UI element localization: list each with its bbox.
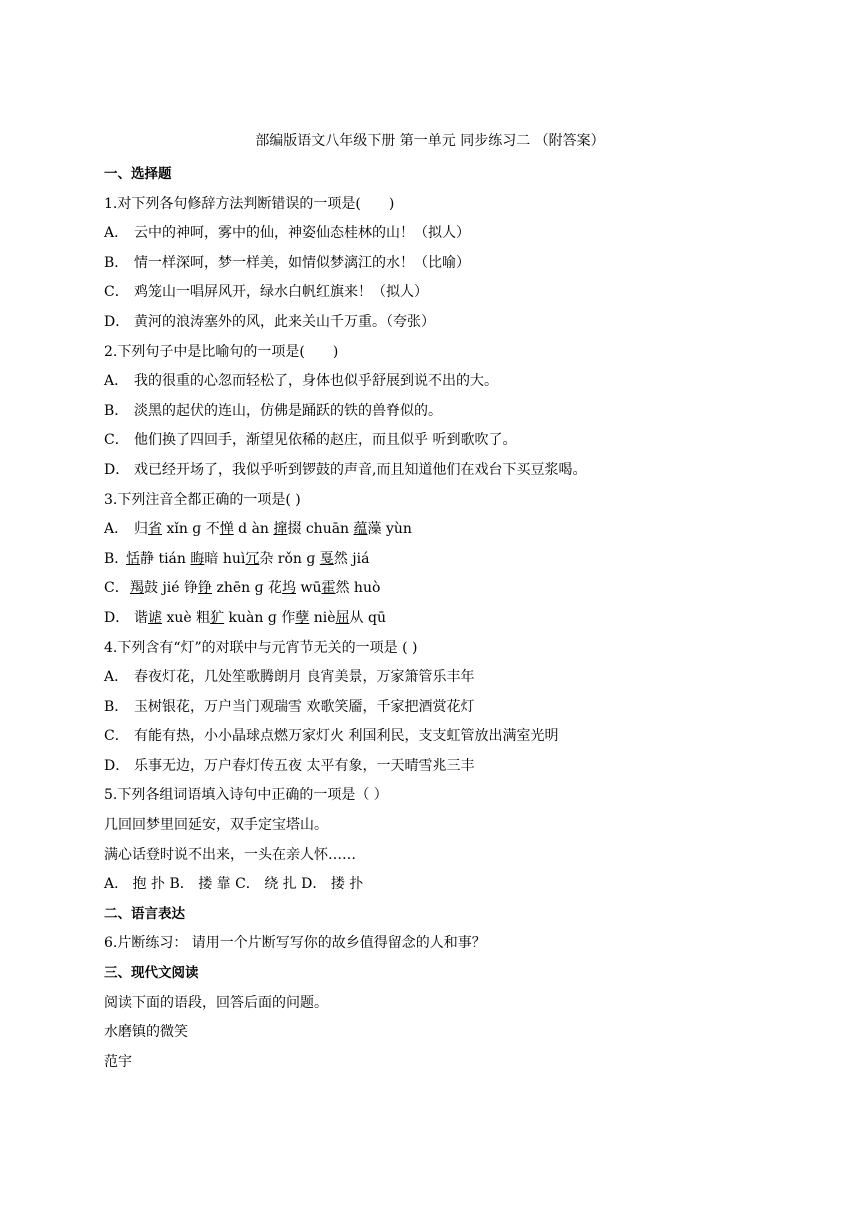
question-2-option-c bbox=[104, 426, 784, 456]
option-text: 鸡笼山一唱屏风开，绿水白帆红旗来！（拟人） bbox=[134, 284, 428, 301]
question-3-option-b bbox=[104, 545, 784, 575]
option-label: A． bbox=[104, 373, 129, 390]
option-text: 云中的神呵，雾中的仙，神姿仙态桂林的山！（拟人） bbox=[134, 225, 470, 242]
document-body bbox=[104, 160, 784, 1077]
document-title: 部编版语文八年级下册 第一单元 同步练习二 （附答案） bbox=[255, 133, 605, 149]
underlined-char: 蕴 bbox=[353, 521, 368, 538]
section-heading-choice: 一、选择题 bbox=[104, 166, 172, 182]
question-2-option-d bbox=[104, 456, 784, 486]
essay-title: 水磨镇的微笑 bbox=[104, 1024, 188, 1041]
question-4-option-d bbox=[104, 752, 784, 782]
underlined-char: 晦 bbox=[190, 550, 205, 567]
question-1-stem: 1.对下列各句修辞方法判断错误的一项是( ) bbox=[104, 195, 395, 212]
underlined-char: 孽 bbox=[295, 609, 310, 626]
underlined-char: 谑 bbox=[148, 609, 162, 626]
question-2-stem: 2.下列句子中是比喻句的一项是( ) bbox=[104, 343, 339, 360]
option-label: B． bbox=[104, 550, 129, 567]
option-label: B． bbox=[104, 698, 129, 715]
underlined-char: 冗 bbox=[245, 550, 260, 567]
option-text: 他们换了四回手，渐望见依稀的赵庄，而且似乎 听到歌吹了。 bbox=[134, 432, 517, 449]
underlined-char: 戛 bbox=[319, 550, 334, 567]
underlined-char: 撺 bbox=[273, 521, 288, 538]
option-text: 玉树银花，万户当门观瑞雪 欢歌笑靥，千家把酒赏花灯 bbox=[134, 698, 475, 715]
option-text: 黄河的浪涛塞外的风，此来关山千万重。（夸张） bbox=[134, 313, 435, 330]
option-text: 恬静 tián 晦暗 huì冗杂 rǒn ɡ 戛然 jiá bbox=[126, 550, 370, 567]
reading-intro: 阅读下面的语段，回答后面的问题。 bbox=[104, 994, 328, 1011]
essay-author: 范宇 bbox=[104, 1053, 132, 1070]
option-text: 羯鼓 jié 铮铮 zhēn ɡ 花坞 wū霍然 huò bbox=[130, 580, 381, 597]
underlined-char: 省 bbox=[148, 521, 162, 538]
option-text: 淡黑的起伏的连山，仿佛是踊跃的铁的兽脊似的。 bbox=[134, 402, 442, 419]
question-5-poem-line-1: 几回回梦里回延安，双手定宝塔山。 bbox=[104, 817, 328, 834]
question-5-options: A． 抱 扑 B． 搂 靠 C． 绕 扎 D． 搂 扑 bbox=[104, 876, 364, 893]
option-label: D． bbox=[104, 461, 130, 478]
question-3-stem: 3.下列注音全都正确的一项是( ) bbox=[104, 491, 301, 508]
underlined-char: 恬 bbox=[126, 550, 140, 567]
option-text: 戏已经开场了，我似乎听到锣鼓的声音,而且知道他们在戏台下买豆浆喝。 bbox=[134, 461, 587, 478]
question-4-stem: 4.下列含有“灯”的对联中与元宵节无关的一项是 ( ) bbox=[104, 639, 418, 656]
option-label: C． bbox=[104, 284, 129, 301]
option-label: C． bbox=[104, 728, 129, 745]
option-label: C． bbox=[104, 432, 129, 449]
question-1-option-a bbox=[104, 219, 784, 249]
question-2-option-b bbox=[104, 397, 784, 427]
option-text: 我的很重的心忽而轻松了，身体也似乎舒展到说不出的大。 bbox=[134, 373, 498, 390]
underlined-char: 屈 bbox=[335, 609, 350, 626]
option-label: D． bbox=[104, 609, 130, 626]
option-text: 归省 xǐn ɡ 不惮 d àn 撺掇 chuān 蕴藻 yùn bbox=[134, 521, 412, 538]
option-text: 春夜灯花，几处笙歌腾朗月 良宵美景，万家箫管乐丰年 bbox=[134, 669, 475, 686]
question-5-poem-line-2: 满心话登时说不出来，一头在亲人怀…… bbox=[104, 846, 356, 863]
question-2-option-a bbox=[104, 367, 784, 397]
question-1-option-b bbox=[104, 249, 784, 279]
question-3-option-d bbox=[104, 604, 784, 634]
option-label: D． bbox=[104, 313, 130, 330]
underlined-char: 坞 bbox=[282, 580, 297, 597]
question-6-stem: 6.片断练习： 请用一个片断写写你的故乡值得留念的人和事？ bbox=[104, 935, 486, 952]
section-heading-reading: 三、现代文阅读 bbox=[104, 965, 199, 982]
section-heading-expression: 二、语言表达 bbox=[104, 905, 185, 922]
option-label: B． bbox=[104, 254, 129, 271]
question-4-option-b bbox=[104, 693, 784, 723]
option-text: 乐事无边，万户春灯传五夜 太平有象，一天晴雪兆三丰 bbox=[134, 757, 475, 774]
question-4-option-a bbox=[104, 663, 784, 693]
question-3-option-c bbox=[104, 574, 784, 604]
question-1-option-d bbox=[104, 308, 784, 338]
option-label: D． bbox=[104, 757, 130, 774]
question-3-option-a bbox=[104, 515, 784, 545]
underlined-char: 犷 bbox=[210, 609, 225, 626]
option-label: A． bbox=[104, 669, 129, 686]
question-5-stem: 5.下列各组词语填入诗句中正确的一项是（ ） bbox=[104, 787, 388, 804]
underlined-char: 羯 bbox=[130, 580, 144, 597]
option-label: B． bbox=[104, 402, 129, 419]
option-text: 谐谑 xuè 粗犷 kuàn ɡ 作孽 niè屈从 qū bbox=[134, 609, 386, 626]
question-1-option-c bbox=[104, 278, 784, 308]
option-label: C． bbox=[104, 580, 129, 597]
option-text: 有能有热，小小晶球点燃万家灯火 利国利民，支支虹管放出满室光明 bbox=[134, 728, 559, 745]
underlined-char: 霍 bbox=[321, 580, 336, 597]
question-4-option-c bbox=[104, 722, 784, 752]
option-label: A． bbox=[104, 521, 129, 538]
underlined-char: 惮 bbox=[219, 521, 234, 538]
underlined-char: 铮 bbox=[198, 580, 213, 597]
option-text: 情一样深呵，梦一样美，如情似梦漓江的水！（比喻） bbox=[134, 254, 470, 271]
option-label: A． bbox=[104, 225, 129, 242]
